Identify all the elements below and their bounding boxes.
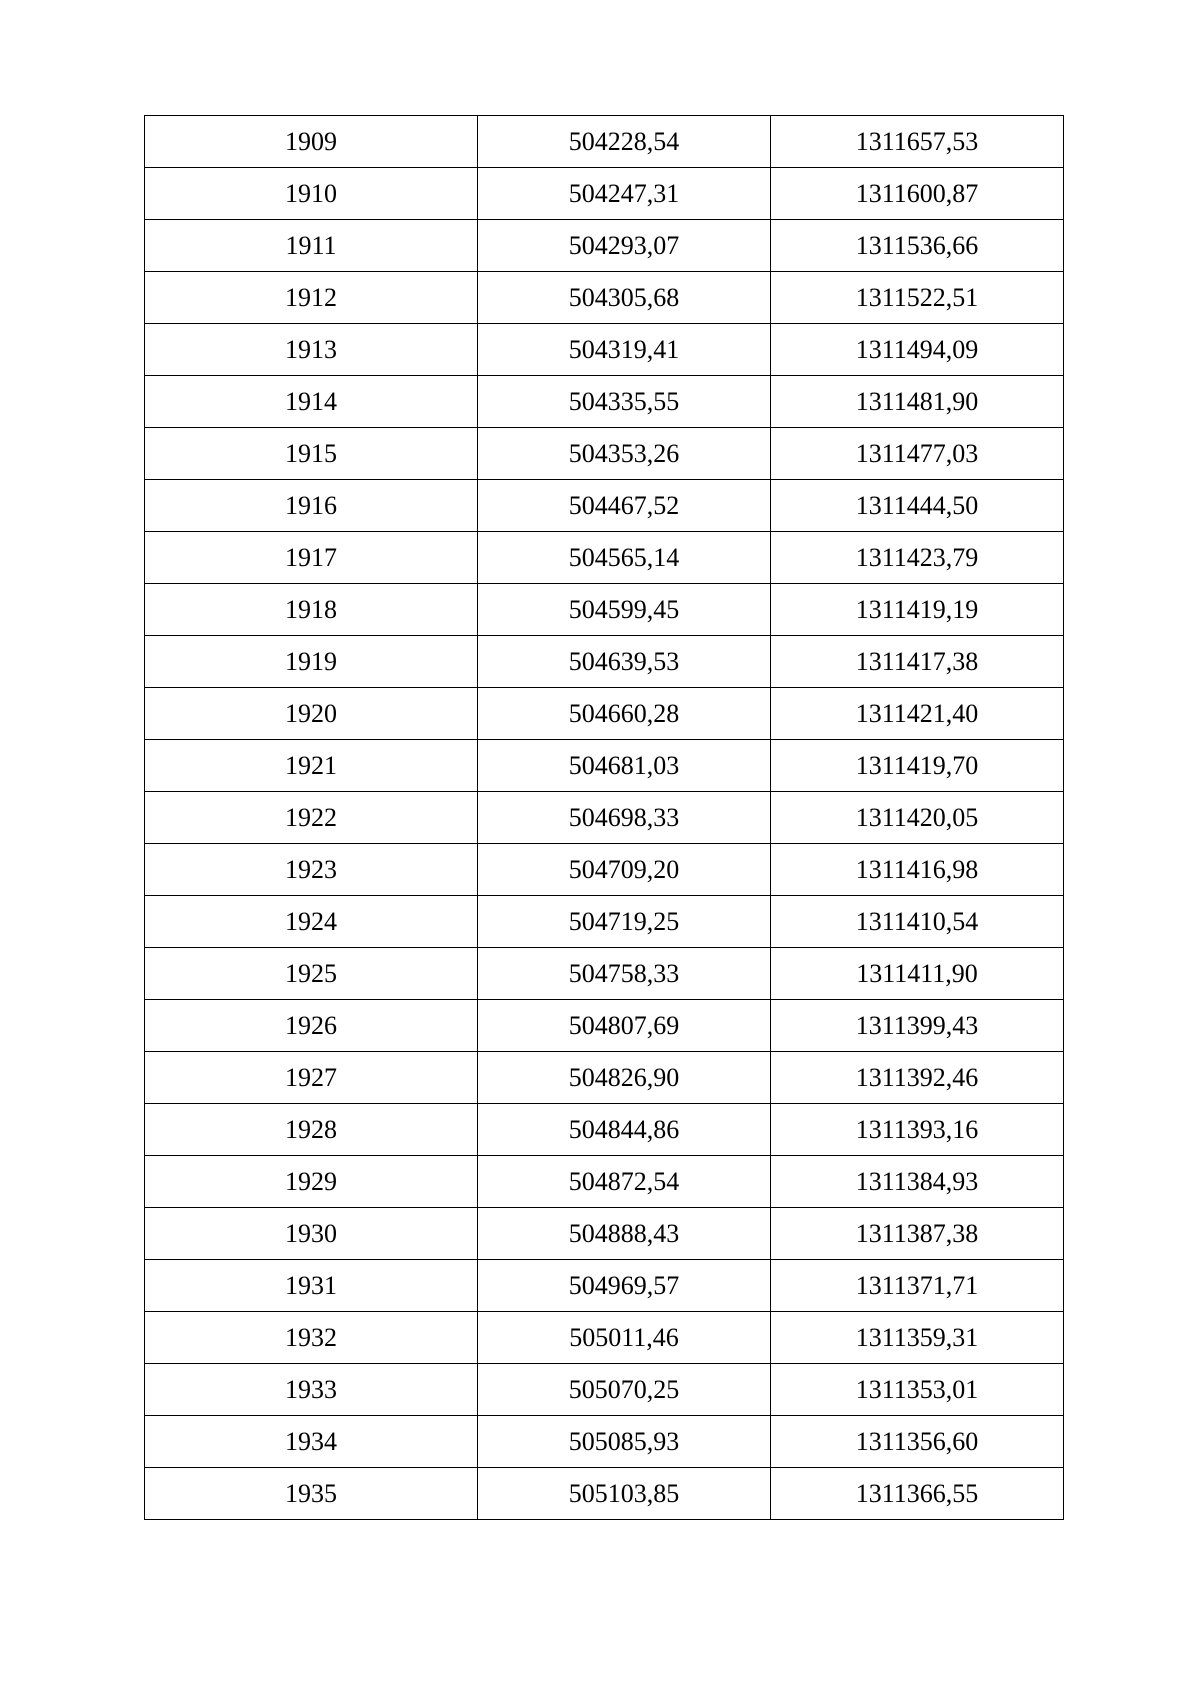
table-row <box>145 272 1064 324</box>
x-coordinate-cell: 504467,52 <box>478 480 771 532</box>
point-number-cell: 1922 <box>145 792 478 844</box>
y-coordinate-cell: 1311477,03 <box>771 428 1064 480</box>
y-coordinate-cell: 1311411,90 <box>771 948 1064 1000</box>
point-number-cell: 1925 <box>145 948 478 1000</box>
point-number-cell: 1909 <box>145 116 478 168</box>
point-number-cell: 1914 <box>145 376 478 428</box>
table-row <box>145 1156 1064 1208</box>
table-row <box>145 636 1064 688</box>
point-number-cell: 1935 <box>145 1468 478 1520</box>
table-row <box>145 1208 1064 1260</box>
table-row <box>145 1052 1064 1104</box>
y-coordinate-cell: 1311522,51 <box>771 272 1064 324</box>
point-number-cell: 1916 <box>145 480 478 532</box>
table-row <box>145 376 1064 428</box>
point-number-cell: 1928 <box>145 1104 478 1156</box>
table-row <box>145 1260 1064 1312</box>
y-coordinate-cell: 1311536,66 <box>771 220 1064 272</box>
y-coordinate-cell: 1311353,01 <box>771 1364 1064 1416</box>
table-row <box>145 532 1064 584</box>
x-coordinate-cell: 505085,93 <box>478 1416 771 1468</box>
y-coordinate-cell: 1311356,60 <box>771 1416 1064 1468</box>
y-coordinate-cell: 1311444,50 <box>771 480 1064 532</box>
x-coordinate-cell: 504681,03 <box>478 740 771 792</box>
y-coordinate-cell: 1311393,16 <box>771 1104 1064 1156</box>
y-coordinate-cell: 1311384,93 <box>771 1156 1064 1208</box>
point-number-cell: 1931 <box>145 1260 478 1312</box>
table-row <box>145 792 1064 844</box>
point-number-cell: 1923 <box>145 844 478 896</box>
y-coordinate-cell: 1311657,53 <box>771 116 1064 168</box>
table-row <box>145 220 1064 272</box>
table-row <box>145 844 1064 896</box>
table-row <box>145 1416 1064 1468</box>
x-coordinate-cell: 504872,54 <box>478 1156 771 1208</box>
table-row <box>145 1364 1064 1416</box>
y-coordinate-cell: 1311387,38 <box>771 1208 1064 1260</box>
table-row <box>145 896 1064 948</box>
y-coordinate-cell: 1311600,87 <box>771 168 1064 220</box>
point-number-cell: 1919 <box>145 636 478 688</box>
x-coordinate-cell: 504247,31 <box>478 168 771 220</box>
x-coordinate-cell: 504719,25 <box>478 896 771 948</box>
x-coordinate-cell: 504709,20 <box>478 844 771 896</box>
table-row <box>145 1468 1064 1520</box>
table-row <box>145 116 1064 168</box>
x-coordinate-cell: 505011,46 <box>478 1312 771 1364</box>
x-coordinate-cell: 504599,45 <box>478 584 771 636</box>
y-coordinate-cell: 1311416,98 <box>771 844 1064 896</box>
y-coordinate-cell: 1311359,31 <box>771 1312 1064 1364</box>
coordinates-table-body <box>145 116 1064 1520</box>
x-coordinate-cell: 504305,68 <box>478 272 771 324</box>
x-coordinate-cell: 504660,28 <box>478 688 771 740</box>
point-number-cell: 1927 <box>145 1052 478 1104</box>
y-coordinate-cell: 1311419,19 <box>771 584 1064 636</box>
y-coordinate-cell: 1311371,71 <box>771 1260 1064 1312</box>
x-coordinate-cell: 504807,69 <box>478 1000 771 1052</box>
y-coordinate-cell: 1311417,38 <box>771 636 1064 688</box>
point-number-cell: 1924 <box>145 896 478 948</box>
y-coordinate-cell: 1311481,90 <box>771 376 1064 428</box>
x-coordinate-cell: 505103,85 <box>478 1468 771 1520</box>
coordinates-table <box>144 115 1064 1520</box>
y-coordinate-cell: 1311494,09 <box>771 324 1064 376</box>
x-coordinate-cell: 504844,86 <box>478 1104 771 1156</box>
table-row <box>145 1104 1064 1156</box>
table-row <box>145 324 1064 376</box>
y-coordinate-cell: 1311366,55 <box>771 1468 1064 1520</box>
point-number-cell: 1913 <box>145 324 478 376</box>
x-coordinate-cell: 504335,55 <box>478 376 771 428</box>
point-number-cell: 1911 <box>145 220 478 272</box>
y-coordinate-cell: 1311419,70 <box>771 740 1064 792</box>
y-coordinate-cell: 1311423,79 <box>771 532 1064 584</box>
x-coordinate-cell: 504698,33 <box>478 792 771 844</box>
x-coordinate-cell: 504639,53 <box>478 636 771 688</box>
x-coordinate-cell: 504228,54 <box>478 116 771 168</box>
point-number-cell: 1933 <box>145 1364 478 1416</box>
point-number-cell: 1920 <box>145 688 478 740</box>
y-coordinate-cell: 1311399,43 <box>771 1000 1064 1052</box>
point-number-cell: 1917 <box>145 532 478 584</box>
x-coordinate-cell: 505070,25 <box>478 1364 771 1416</box>
table-row <box>145 1000 1064 1052</box>
y-coordinate-cell: 1311392,46 <box>771 1052 1064 1104</box>
x-coordinate-cell: 504319,41 <box>478 324 771 376</box>
x-coordinate-cell: 504758,33 <box>478 948 771 1000</box>
x-coordinate-cell: 504293,07 <box>478 220 771 272</box>
table-row <box>145 584 1064 636</box>
x-coordinate-cell: 504969,57 <box>478 1260 771 1312</box>
table-row <box>145 168 1064 220</box>
table-row <box>145 688 1064 740</box>
table-row <box>145 1312 1064 1364</box>
x-coordinate-cell: 504826,90 <box>478 1052 771 1104</box>
table-row <box>145 948 1064 1000</box>
point-number-cell: 1926 <box>145 1000 478 1052</box>
point-number-cell: 1929 <box>145 1156 478 1208</box>
x-coordinate-cell: 504888,43 <box>478 1208 771 1260</box>
point-number-cell: 1930 <box>145 1208 478 1260</box>
point-number-cell: 1910 <box>145 168 478 220</box>
y-coordinate-cell: 1311421,40 <box>771 688 1064 740</box>
point-number-cell: 1915 <box>145 428 478 480</box>
x-coordinate-cell: 504565,14 <box>478 532 771 584</box>
point-number-cell: 1921 <box>145 740 478 792</box>
point-number-cell: 1934 <box>145 1416 478 1468</box>
table-row <box>145 480 1064 532</box>
y-coordinate-cell: 1311420,05 <box>771 792 1064 844</box>
y-coordinate-cell: 1311410,54 <box>771 896 1064 948</box>
table-row <box>145 740 1064 792</box>
table-row <box>145 428 1064 480</box>
point-number-cell: 1918 <box>145 584 478 636</box>
point-number-cell: 1912 <box>145 272 478 324</box>
point-number-cell: 1932 <box>145 1312 478 1364</box>
x-coordinate-cell: 504353,26 <box>478 428 771 480</box>
